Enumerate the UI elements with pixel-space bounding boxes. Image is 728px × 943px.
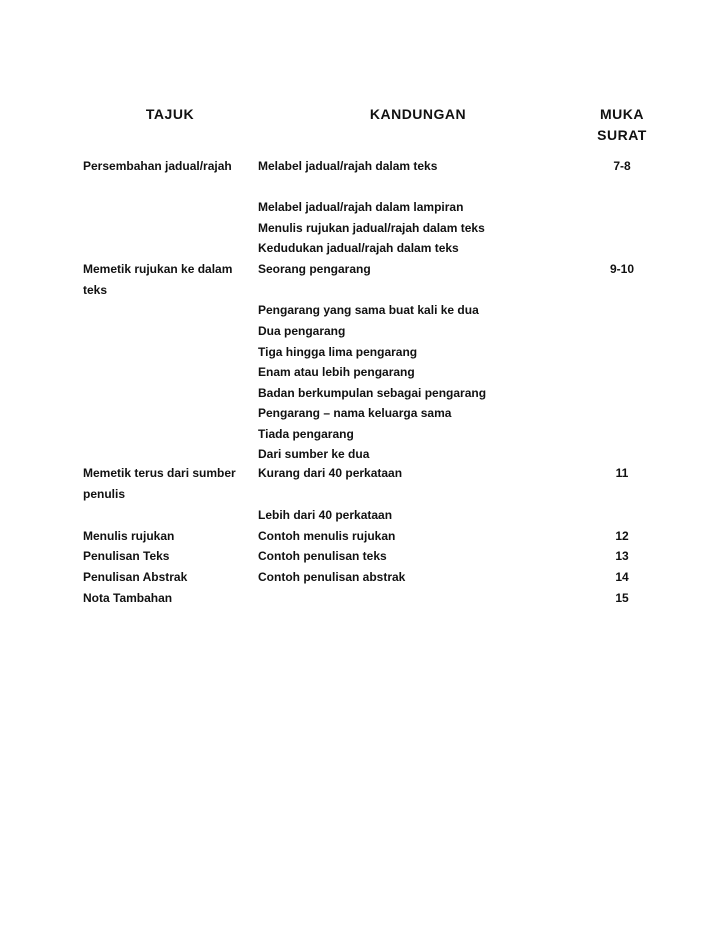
row-kandungan: Badan berkumpulan sebagai pengarang: [258, 386, 487, 400]
row-muka: 11: [615, 466, 629, 480]
row-kandungan: Enam atau lebih pengarang: [258, 365, 415, 379]
row-kandungan: Kedudukan jadual/rajah dalam teks: [258, 241, 459, 255]
row-muka: 15: [615, 591, 629, 605]
table-row: [0, 424, 728, 445]
row-kandungan: Tiada pengarang: [258, 427, 354, 441]
header-muka-line1: MUKA: [600, 106, 644, 122]
table-row: [0, 567, 728, 588]
row-tajuk: Memetik terus dari sumber: [83, 466, 236, 480]
table-row: [0, 383, 728, 404]
row-muka: 14: [615, 570, 629, 584]
row-tajuk: Memetik rujukan ke dalam: [83, 262, 233, 276]
table-row: [0, 280, 728, 301]
table-row: [0, 505, 728, 526]
row-kandungan: Pengarang yang sama buat kali ke dua: [258, 303, 479, 317]
row-muka: 12: [615, 529, 629, 543]
row-tajuk: teks: [83, 283, 108, 297]
table-row: [0, 444, 728, 465]
row-tajuk: Menulis rujukan: [83, 529, 175, 543]
table-row: [0, 238, 728, 259]
table-row: [0, 588, 728, 609]
table-row: [0, 342, 728, 363]
table-row: [0, 403, 728, 424]
header-kandungan: KANDUNGAN: [369, 106, 467, 122]
row-tajuk: penulis: [83, 487, 126, 501]
row-tajuk: Nota Tambahan: [83, 591, 173, 605]
row-tajuk: Penulisan Abstrak: [83, 570, 188, 584]
row-muka: 7-8: [613, 159, 631, 173]
header-muka-surat: [582, 104, 662, 146]
header-muka-line2: SURAT: [597, 127, 647, 143]
table-row: [0, 321, 728, 342]
table-row: [0, 197, 728, 218]
row-kandungan: Lebih dari 40 perkataan: [258, 508, 393, 522]
row-muka: 9-10: [609, 262, 635, 276]
row-kandungan: Dua pengarang: [258, 324, 346, 338]
row-kandungan: Tiga hingga lima pengarang: [258, 345, 418, 359]
row-tajuk: Penulisan Teks: [83, 549, 170, 563]
row-kandungan: Pengarang – nama keluarga sama: [258, 406, 452, 420]
row-tajuk: Persembahan jadual/rajah: [83, 159, 232, 173]
table-row: [0, 362, 728, 383]
table-row: [0, 259, 728, 280]
row-kandungan: Seorang pengarang: [258, 262, 371, 276]
row-muka: 13: [615, 549, 629, 563]
table-row: [0, 463, 728, 484]
row-kandungan: Contoh penulisan abstrak: [258, 570, 406, 584]
table-row: [0, 156, 728, 177]
row-kandungan: Contoh menulis rujukan: [258, 529, 396, 543]
header-tajuk: TAJUK: [145, 106, 195, 122]
row-kandungan: Menulis rujukan jadual/rajah dalam teks: [258, 221, 485, 235]
table-row: [0, 218, 728, 239]
row-kandungan: Melabel jadual/rajah dalam lampiran: [258, 200, 464, 214]
row-kandungan: Kurang dari 40 perkataan: [258, 466, 403, 480]
row-kandungan: Melabel jadual/rajah dalam teks: [258, 159, 438, 173]
table-row: [0, 484, 728, 505]
row-kandungan: Dari sumber ke dua: [258, 447, 370, 461]
table-row: [0, 546, 728, 567]
table-row: [0, 526, 728, 547]
row-kandungan: Contoh penulisan teks: [258, 549, 387, 563]
table-row: [0, 300, 728, 321]
